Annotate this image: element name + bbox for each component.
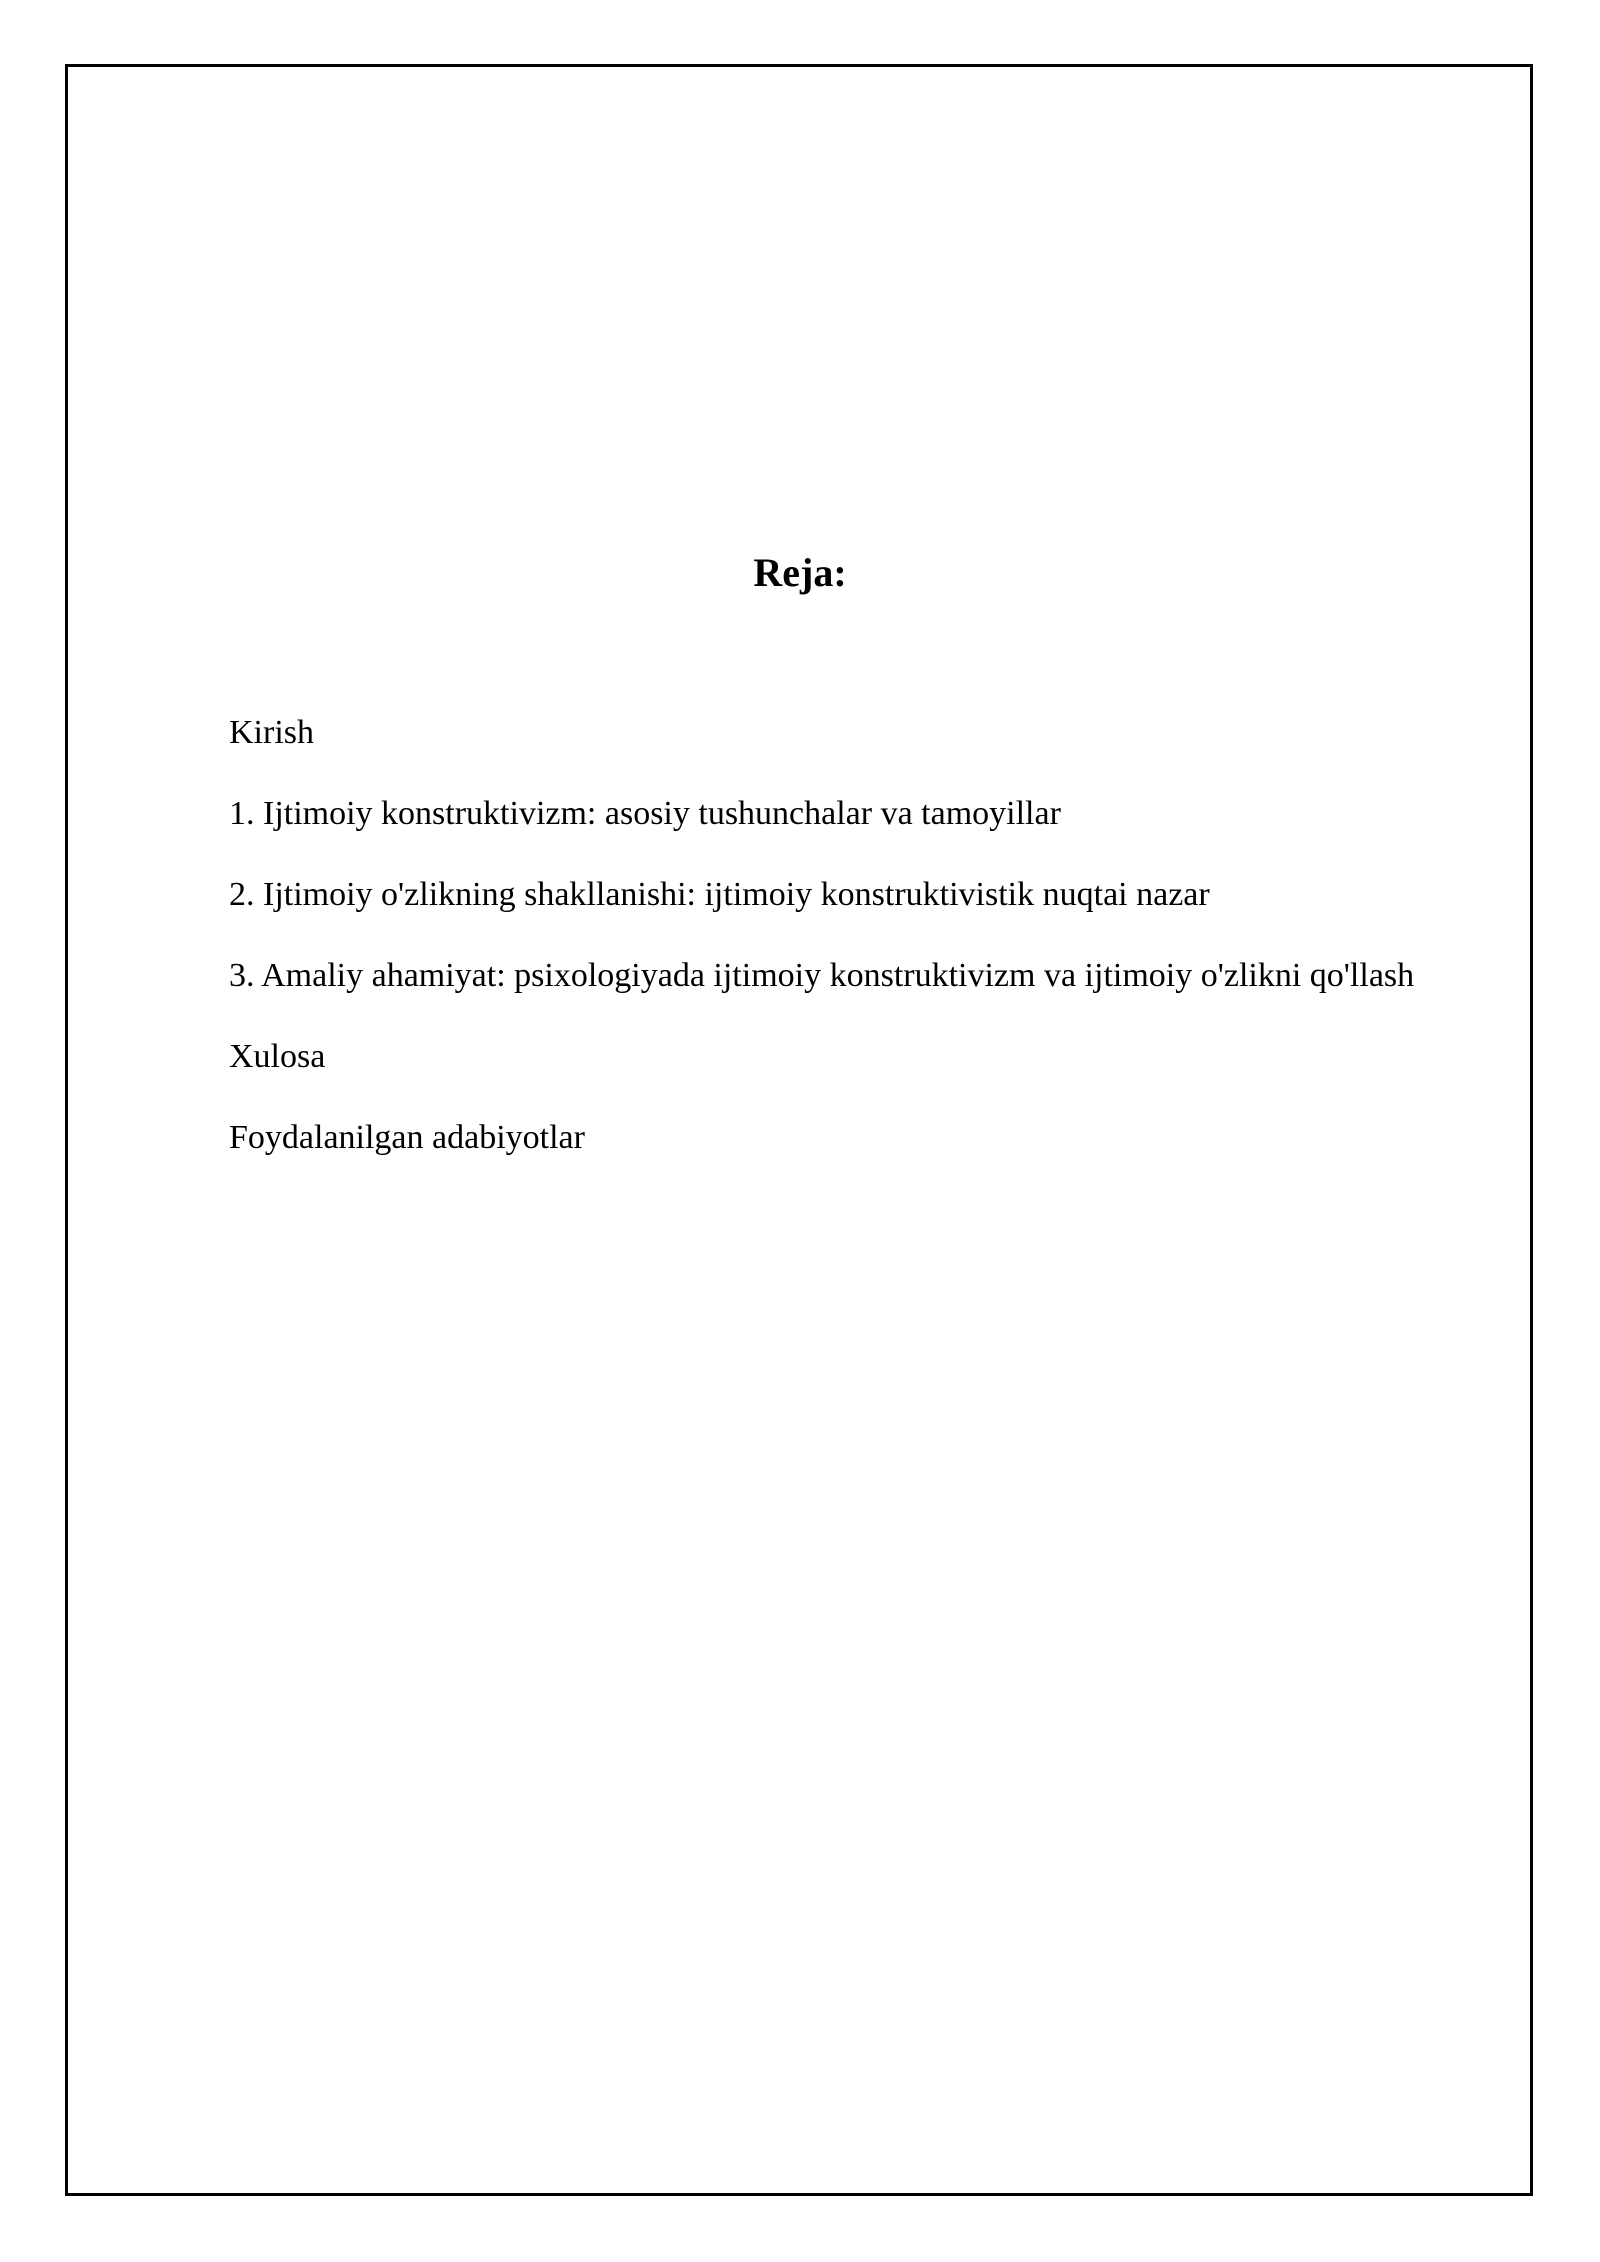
list-item: Xulosa	[229, 1038, 326, 1075]
plan-list	[229, 700, 1449, 1186]
page-title: Reja:	[753, 550, 847, 595]
list-item: 2. Ijtimoiy o'zlikning shakllanishi: ijtimoiy konstruktivistik nuqtai nazar	[229, 876, 1210, 913]
list-item: 1. Ijtimoiy konstruktivizm: asosiy tushunchalar va tamoyillar	[229, 795, 1061, 832]
list-item: Kirish	[229, 714, 314, 751]
list-item: Foydalanilgan adabiyotlar	[229, 1119, 585, 1156]
list-item: 3. Amaliy ahamiyat: psixologiyada ijtimoiy konstruktivizm va ijtimoiy o'zlikni qo'llash	[229, 957, 1415, 994]
